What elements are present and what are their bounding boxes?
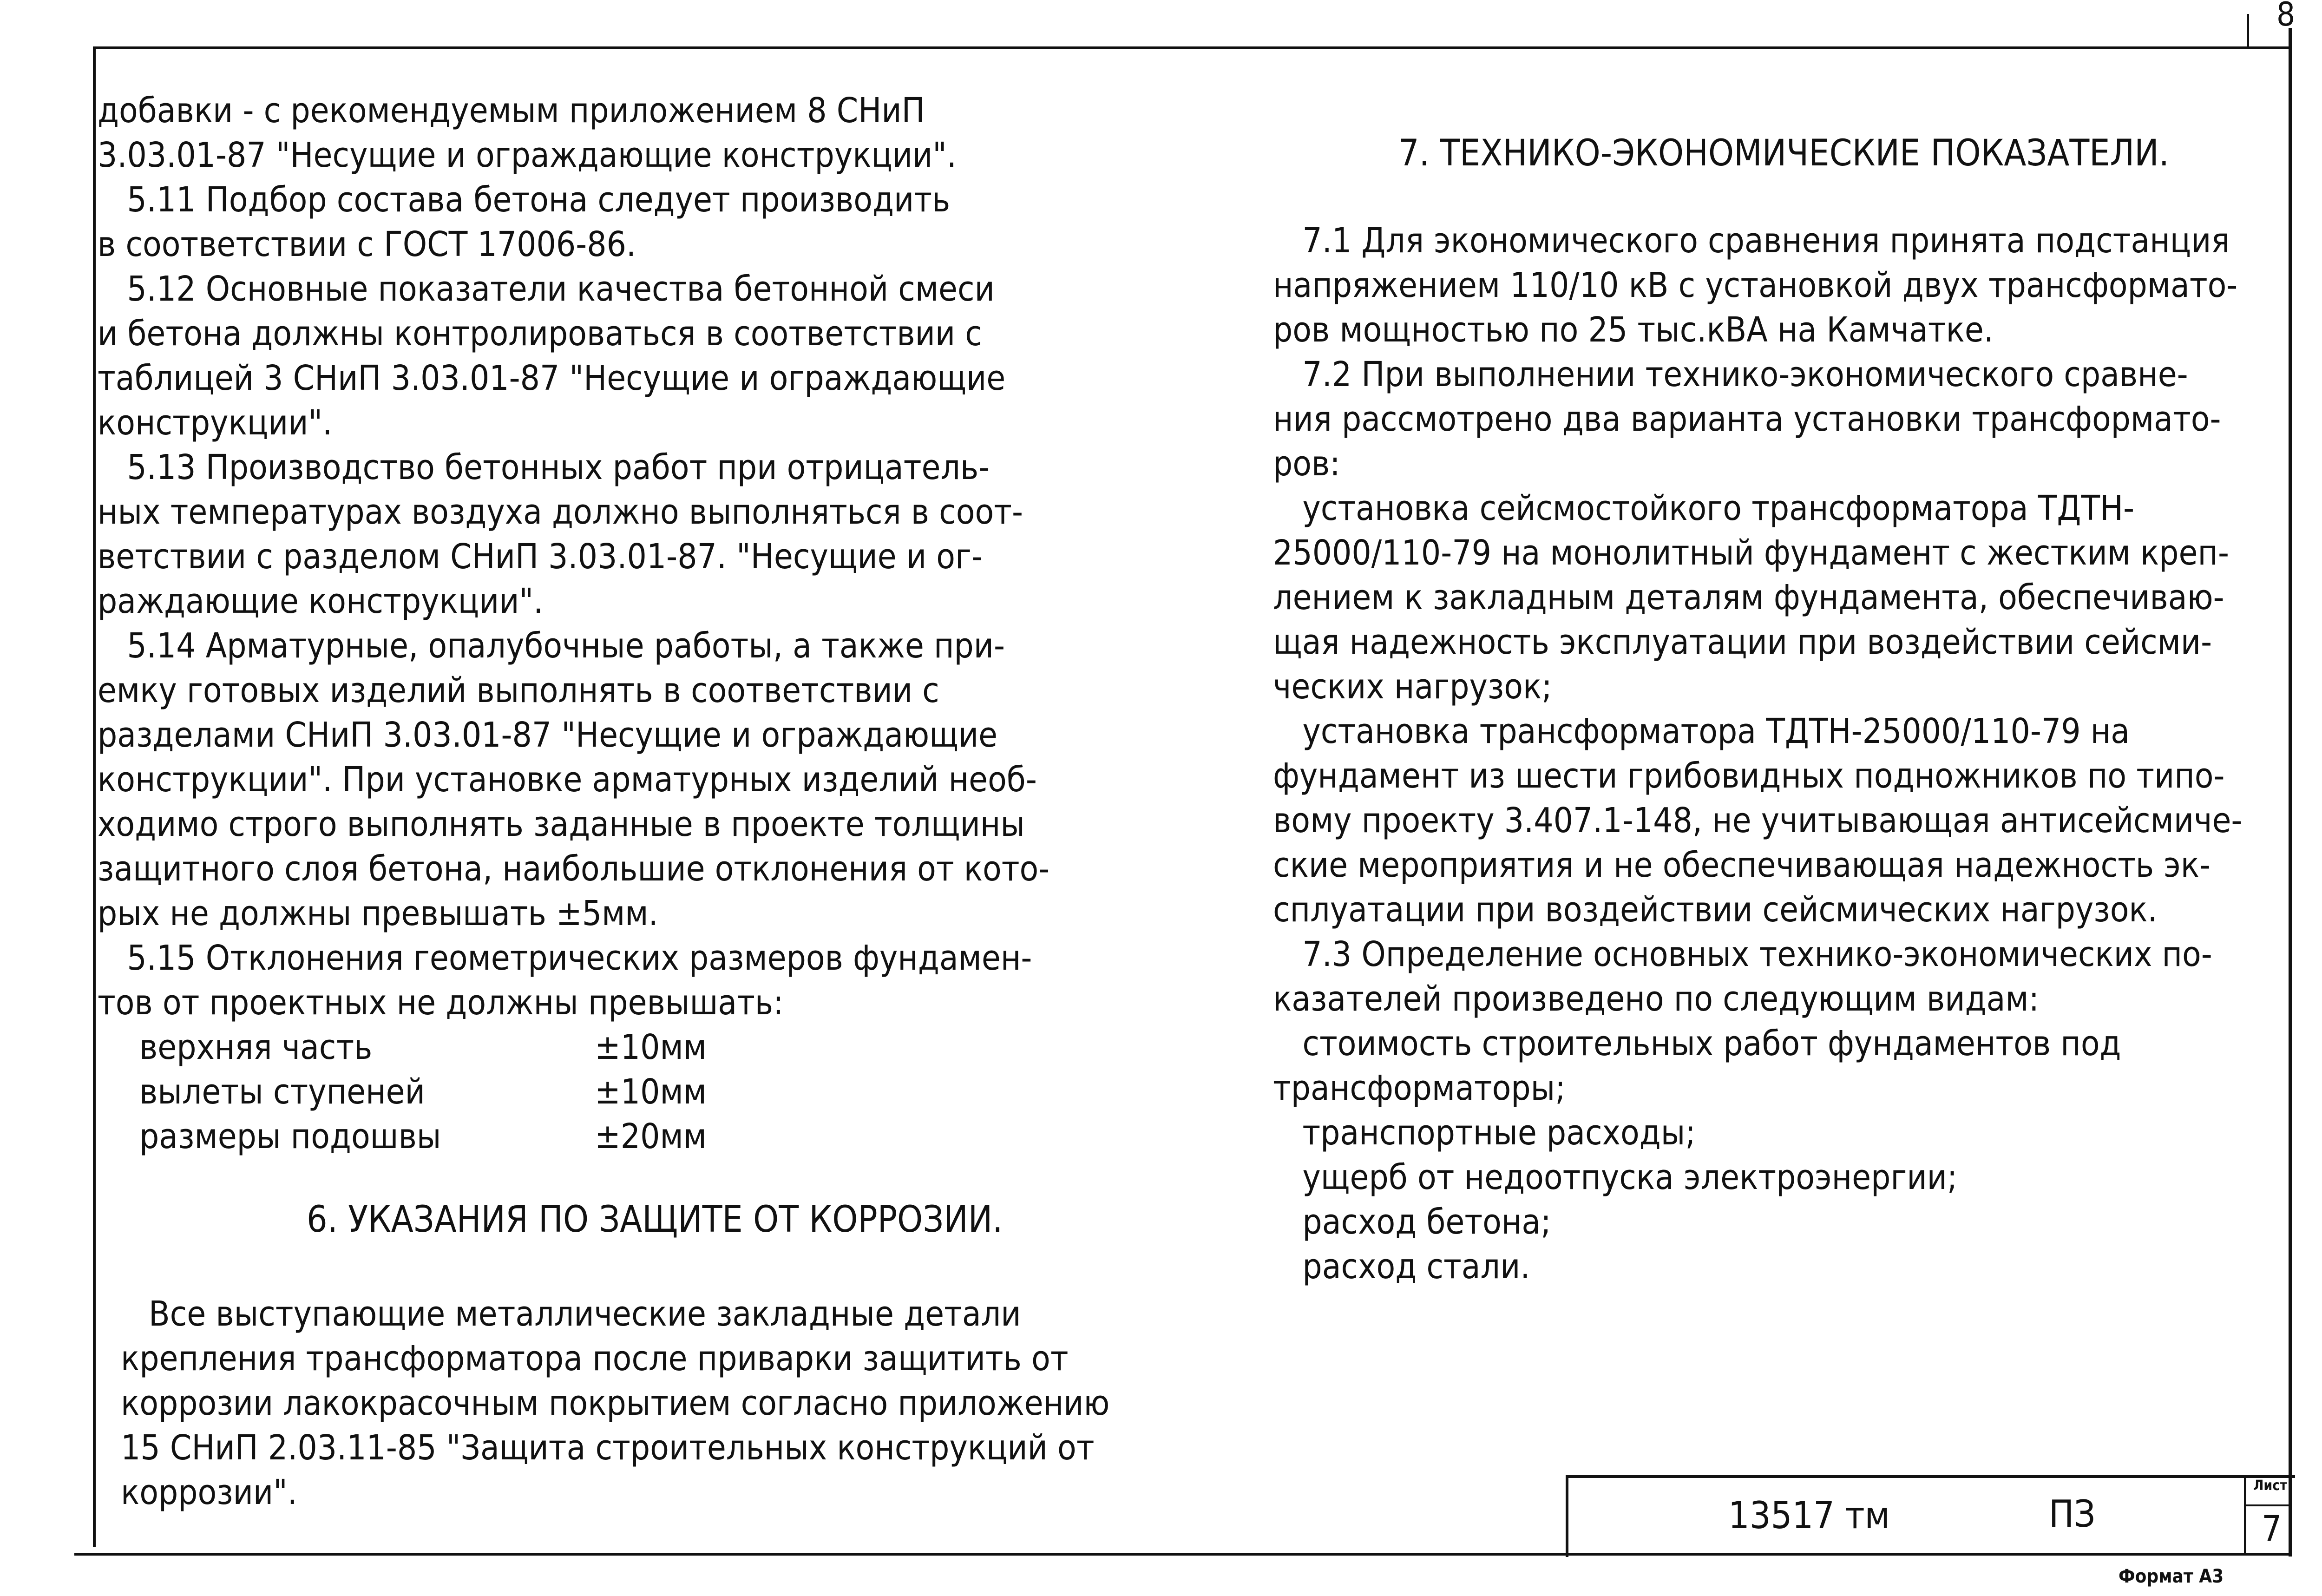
title-block-divider bbox=[2244, 1475, 2246, 1554]
text-line: ветствии с разделом СНиП 3.03.01-87. "Несущие и ог- bbox=[98, 537, 983, 577]
tolerance-row bbox=[139, 1025, 707, 1070]
document-type: ПЗ bbox=[2049, 1492, 2096, 1536]
text-line: таблицей 3 СНиП 3.03.01-87 "Несущие и ограждающие bbox=[98, 358, 1006, 398]
text-line: 7.1 Для экономического сравнения принята подстанция bbox=[1273, 221, 2230, 261]
text-line: 15 СНиП 2.03.11-85 "Защита строительных конструкций от bbox=[121, 1428, 1095, 1468]
text-line: расход стали. bbox=[1273, 1247, 1530, 1287]
text-line: конструкции". bbox=[98, 403, 333, 443]
text-line: защитного слоя бетона, наибольшие отклонения от кото- bbox=[98, 849, 1050, 889]
drawing-code: 13517 тм bbox=[1728, 1494, 1890, 1537]
title-block-sheet-divider bbox=[2244, 1504, 2292, 1506]
page-number-tick bbox=[2247, 14, 2249, 46]
tolerance-name: вылеты ступеней bbox=[139, 1072, 425, 1112]
text-line: вому проекту 3.407.1-148, не учитывающая антисейсмиче- bbox=[1273, 801, 2243, 841]
text-line: раждающие конструкции". bbox=[98, 581, 544, 621]
left-column bbox=[98, 88, 1213, 1025]
text-line: крепления трансформатора после приварки защитить от bbox=[121, 1339, 1069, 1379]
text-line: 7.2 При выполнении технико-экономического сравне- bbox=[1273, 355, 2188, 394]
text-line: коррозии". bbox=[121, 1472, 297, 1512]
text-line: коррозии лакокрасочным покрытием согласно приложению bbox=[121, 1383, 1110, 1423]
tolerance-value: ±10мм bbox=[595, 1072, 707, 1112]
text-line: напряжением 110/10 кВ с установкой двух трансформато- bbox=[1273, 265, 2238, 305]
text-line: ческих нагрузок; bbox=[1273, 667, 1552, 707]
text-line: 5.15 Отклонения геометрических размеров фундамен- bbox=[98, 938, 1032, 978]
right-column bbox=[1273, 218, 2286, 1289]
text-line: 5.12 Основные показатели качества бетонной смеси bbox=[98, 269, 995, 309]
text-line: ские мероприятия и не обеспечивающая надежность эк- bbox=[1273, 845, 2211, 885]
text-line: ходимо строго выполнять заданные в проекте толщины bbox=[98, 804, 1025, 844]
text-line: фундамент из шести грибовидных подножников по типо- bbox=[1273, 756, 2225, 796]
text-line: Все выступающие металлические закладные детали bbox=[149, 1294, 1021, 1334]
sheet-label: Лист bbox=[2253, 1478, 2287, 1494]
tolerance-value: ±10мм bbox=[595, 1027, 707, 1067]
text-line: ных температурах воздуха должно выполняться в соот- bbox=[98, 492, 1023, 532]
text-line: казателей произведено по следующим видам: bbox=[1273, 979, 2040, 1019]
section-6-heading: 6. УКАЗАНИЯ ПО ЗАЩИТЕ ОТ КОРРОЗИИ. bbox=[307, 1199, 1003, 1241]
text-line: разделами СНиП 3.03.01-87 "Несущие и ограждающие bbox=[98, 715, 998, 755]
text-line: добавки - с рекомендуемым приложением 8 СНиП bbox=[98, 91, 925, 131]
text-line: расход бетона; bbox=[1273, 1202, 1551, 1242]
text-line: 25000/110-79 на монолитный фундамент с жестким креп- bbox=[1273, 533, 2230, 573]
text-line: 7.3 Определение основных технико-экономических по- bbox=[1273, 934, 2212, 974]
text-line: 5.11 Подбор состава бетона следует производить bbox=[98, 180, 951, 220]
text-line: щая надежность эксплуатации при воздействии сейсми- bbox=[1273, 622, 2212, 662]
text-line: и бетона должны контролироваться в соответствии с bbox=[98, 314, 982, 354]
section-7-heading: 7. ТЕХНИКО-ЭКОНОМИЧЕСКИЕ ПОКАЗАТЕЛИ. bbox=[1398, 132, 2170, 174]
text-line: рых не должны превышать ±5мм. bbox=[98, 893, 658, 933]
tolerance-list bbox=[139, 1025, 707, 1159]
text-line: ущерб от недоотпуска электроэнергии; bbox=[1273, 1157, 1958, 1197]
frame-left-border bbox=[93, 46, 96, 1547]
text-line: ров: bbox=[1273, 444, 1340, 484]
text-line: установка сейсмостойкого трансформатора ТДТН- bbox=[1273, 488, 2135, 528]
text-line: конструкции". При установке арматурных изделий необ- bbox=[98, 760, 1037, 800]
text-line: 5.13 Производство бетонных работ при отрицатель- bbox=[98, 447, 990, 487]
text-line: тов от проектных не должны превышать: bbox=[98, 983, 784, 1023]
sheet-number: 7 bbox=[2262, 1508, 2282, 1549]
tolerance-row bbox=[139, 1070, 707, 1114]
frame-right-border bbox=[2289, 28, 2292, 1557]
tolerance-name: верхняя часть bbox=[139, 1027, 373, 1067]
text-line: емку готовых изделий выполнять в соответствии с bbox=[98, 670, 939, 710]
tolerance-value: ±20мм bbox=[595, 1117, 707, 1156]
text-line: 5.14 Арматурные, опалубочные работы, а также при- bbox=[98, 626, 1005, 666]
text-line: транспортные расходы; bbox=[1273, 1113, 1696, 1153]
text-line: стоимость строительных работ фундаментов под bbox=[1273, 1024, 2121, 1064]
text-line: лением к закладным деталям фундамента, обеспечиваю- bbox=[1273, 578, 2224, 617]
tolerance-name: размеры подошвы bbox=[139, 1117, 441, 1156]
text-line: в соответствии с ГОСТ 17006-86. bbox=[98, 224, 636, 264]
title-block bbox=[1566, 1475, 2295, 1557]
section-6-body bbox=[121, 1292, 1109, 1515]
page-number: 8 bbox=[2276, 0, 2296, 33]
text-line: ния рассмотрено два варианта установки трансформато- bbox=[1273, 399, 2221, 439]
text-line: установка трансформатора ТДТН-25000/110-79 на bbox=[1273, 711, 2130, 751]
text-line: ров мощностью по 25 тыс.кВА на Камчатке. bbox=[1273, 310, 1994, 350]
tolerance-row bbox=[139, 1114, 707, 1159]
frame-top-border bbox=[93, 46, 2291, 49]
format-label: Формат А3 bbox=[2119, 1566, 2224, 1587]
text-line: трансформаторы; bbox=[1273, 1068, 1566, 1108]
text-line: сплуатации при воздействии сейсмических нагрузок. bbox=[1273, 890, 2158, 930]
text-line: 3.03.01-87 "Несущие и ограждающие конструкции". bbox=[98, 135, 957, 175]
